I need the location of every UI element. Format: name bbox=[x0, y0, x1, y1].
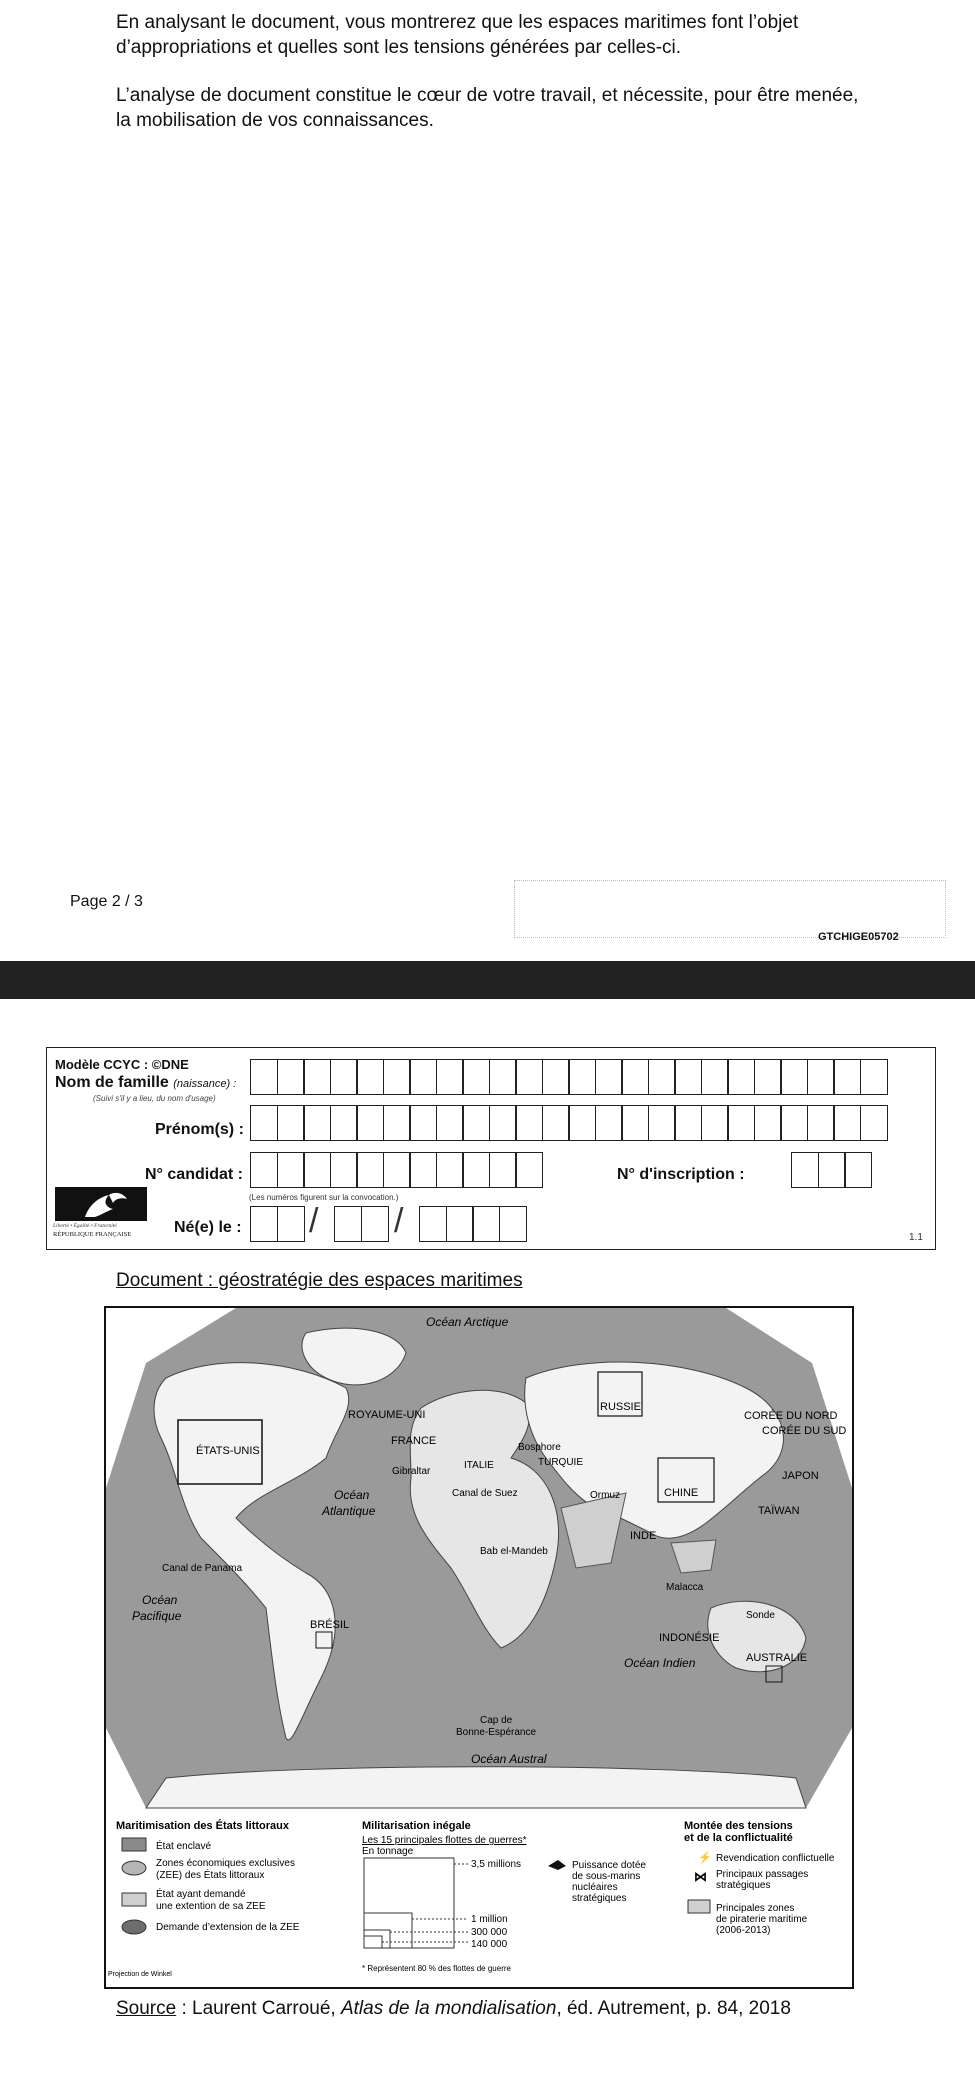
source-author: : Laurent Carroué, bbox=[176, 1998, 341, 2019]
map-label-country: ÉTATS-UNIS bbox=[196, 1445, 260, 1457]
map-label-passage: Bonne-Espérance bbox=[456, 1727, 537, 1738]
registration-boxes[interactable] bbox=[791, 1152, 871, 1188]
map-figure bbox=[104, 1306, 854, 1989]
legend-item: une extention de sa ZEE bbox=[156, 1901, 266, 1912]
birth-date-label: Né(e) le : bbox=[174, 1219, 242, 1236]
marianne-icon bbox=[55, 1187, 147, 1221]
world-map bbox=[106, 1308, 852, 1987]
legend-tonnage-value: 3,5 millions bbox=[471, 1859, 522, 1870]
legend-item: de piraterie maritime bbox=[716, 1914, 808, 1925]
legend-col2-unit: En tonnage bbox=[362, 1846, 414, 1857]
candidate-number-boxes[interactable] bbox=[250, 1152, 542, 1188]
map-label-ocean: Pacifique bbox=[132, 1609, 182, 1623]
instruction-paragraph-1: En analysant le document, vous montrerez que les espaces maritimes font l’objet d’appropriations et quelles sont les tensions générées par celles-ci. bbox=[116, 12, 799, 58]
instruction-paragraph-2: L’analyse de document constitue le cœur de votre travail, et nécessite, pour être menée, la mobilisation de vos connaissances. bbox=[116, 85, 859, 131]
legend-submarine: stratégiques bbox=[572, 1893, 627, 1904]
first-name-label: Prénom(s) : bbox=[155, 1121, 244, 1138]
map-label-passage: Bosphore bbox=[518, 1442, 561, 1453]
legend-item: (2006-2013) bbox=[716, 1925, 771, 1936]
map-label-ocean: Océan bbox=[142, 1593, 178, 1607]
legend-col3-title: Montée des tensions bbox=[684, 1820, 793, 1832]
legend-tonnage-value: 1 million bbox=[471, 1914, 508, 1925]
date-separator: / bbox=[309, 1202, 319, 1240]
registration-label: N° d'inscription : bbox=[617, 1166, 745, 1183]
lightning-icon: ⚡ bbox=[698, 1852, 712, 1864]
map-projection: Projection de Winkel bbox=[108, 1971, 172, 1978]
birth-year-boxes[interactable] bbox=[419, 1206, 525, 1242]
legend-item: Principaux passages bbox=[716, 1869, 809, 1880]
date-separator: / bbox=[394, 1202, 404, 1240]
map-label-ocean: Océan Arctique bbox=[426, 1315, 509, 1329]
legend-item: Demande d’extension de la ZEE bbox=[156, 1922, 300, 1933]
submarine-icon bbox=[548, 1860, 566, 1870]
map-label-ocean: Océan bbox=[334, 1488, 370, 1502]
map-label-country: BRÉSIL bbox=[310, 1619, 350, 1631]
legend-item: État ayant demandé bbox=[156, 1889, 246, 1900]
legend-footnote: * Représentent 80 % des flottes de guerre bbox=[362, 1964, 511, 1973]
barcode-area bbox=[514, 880, 946, 938]
map-label-passage: Canal de Suez bbox=[452, 1488, 518, 1499]
legend-col2-subtitle: Les 15 principales flottes de guerres* bbox=[362, 1835, 527, 1846]
map-label-passage: Malacca bbox=[666, 1582, 704, 1593]
source-label: Source bbox=[116, 1998, 177, 2019]
map-label-country: CORÉE DU SUD bbox=[762, 1425, 847, 1437]
map-label-country: AUSTRALIE bbox=[746, 1652, 808, 1664]
passage-icon: ⋈ bbox=[694, 1869, 707, 1884]
map-label-passage: Gibraltar bbox=[392, 1466, 431, 1477]
legend-col2-title: Militarisation inégale bbox=[362, 1820, 471, 1832]
family-name-boxes[interactable] bbox=[250, 1059, 886, 1095]
family-name-hint: (naissance) : bbox=[173, 1078, 237, 1090]
map-label-country: ITALIE bbox=[464, 1460, 494, 1471]
map-label-passage: Cap de bbox=[480, 1715, 513, 1726]
republique-logo bbox=[53, 1187, 151, 1241]
legend-submarine: de sous-marins bbox=[572, 1871, 641, 1882]
map-label-ocean: Océan Indien bbox=[624, 1656, 696, 1670]
family-name-label-text: Nom de famille bbox=[55, 1074, 169, 1091]
legend-item: (ZEE) des États littoraux bbox=[156, 1870, 265, 1881]
legend-item: stratégiques bbox=[716, 1880, 771, 1891]
candidate-number-note: (Les numéros figurent sur la convocation.) bbox=[249, 1193, 399, 1202]
legend-tonnage-value: 300 000 bbox=[471, 1927, 508, 1938]
legend-submarine: nucléaires bbox=[572, 1882, 618, 1893]
map-label-country: TAÏWAN bbox=[758, 1505, 800, 1517]
map-label-passage: Ormuz bbox=[590, 1490, 620, 1501]
legend-item: Zones économiques exclusives bbox=[156, 1858, 295, 1869]
map-label-country: RUSSIE bbox=[600, 1401, 641, 1413]
legend-tonnage-value: 140 000 bbox=[471, 1939, 508, 1950]
legend-submarine: Puissance dotée bbox=[572, 1860, 646, 1871]
form-version: 1.1 bbox=[909, 1232, 923, 1243]
source-citation bbox=[116, 1998, 791, 2020]
legend-item: État enclavé bbox=[156, 1841, 212, 1852]
map-label-country: CORÉE DU NORD bbox=[744, 1410, 838, 1422]
legend-item: Principales zones bbox=[716, 1903, 795, 1914]
map-label-country: JAPON bbox=[782, 1470, 819, 1482]
birth-month-boxes[interactable] bbox=[334, 1206, 387, 1242]
map-label-ocean: Océan Austral bbox=[471, 1752, 547, 1766]
candidate-form bbox=[46, 1047, 936, 1250]
legend-col3-title: et de la conflictualité bbox=[684, 1832, 793, 1844]
source-publisher: , éd. Autrement, p. 84, 2018 bbox=[556, 1998, 791, 2019]
map-label-passage: Sonde bbox=[746, 1610, 775, 1621]
map-label-passage: Canal de Panama bbox=[162, 1563, 243, 1574]
map-label-country: INDE bbox=[630, 1530, 657, 1542]
first-name-boxes[interactable] bbox=[250, 1105, 886, 1141]
candidate-number-label: N° candidat : bbox=[145, 1166, 243, 1183]
page-number: Page 2 / 3 bbox=[70, 893, 143, 910]
map-label-country: ROYAUME-UNI bbox=[348, 1409, 426, 1421]
map-label-passage: Bab el-Mandeb bbox=[480, 1546, 548, 1557]
family-name-label bbox=[55, 1074, 236, 1092]
page-separator bbox=[0, 961, 975, 999]
map-label-country: FRANCE bbox=[391, 1435, 437, 1447]
legend-item: Revendication conflictuelle bbox=[716, 1853, 835, 1864]
republic-motto: Liberté • Égalité • Fraternité bbox=[53, 1223, 117, 1229]
family-name-subnote: (Suivi s'il y a lieu, du nom d'usage) bbox=[93, 1094, 216, 1103]
exam-code: GTCHIGE05702 bbox=[818, 931, 899, 943]
document-title: Document : géostratégie des espaces maritimes bbox=[116, 1270, 523, 1291]
map-label-country: TURQUIE bbox=[538, 1457, 583, 1468]
map-label-country: INDONÉSIE bbox=[659, 1632, 720, 1644]
birth-day-boxes[interactable] bbox=[250, 1206, 303, 1242]
map-label-ocean: Atlantique bbox=[322, 1504, 376, 1518]
form-model-label: Modèle CCYC : ©DNE bbox=[55, 1057, 189, 1072]
source-book: Atlas de la mondialisation bbox=[340, 1998, 557, 2019]
map-label-country: CHINE bbox=[664, 1487, 699, 1499]
legend-col1-title: Maritimisation des États littoraux bbox=[116, 1820, 289, 1832]
republic-name: RÉPUBLIQUE FRANÇAISE bbox=[53, 1231, 132, 1238]
